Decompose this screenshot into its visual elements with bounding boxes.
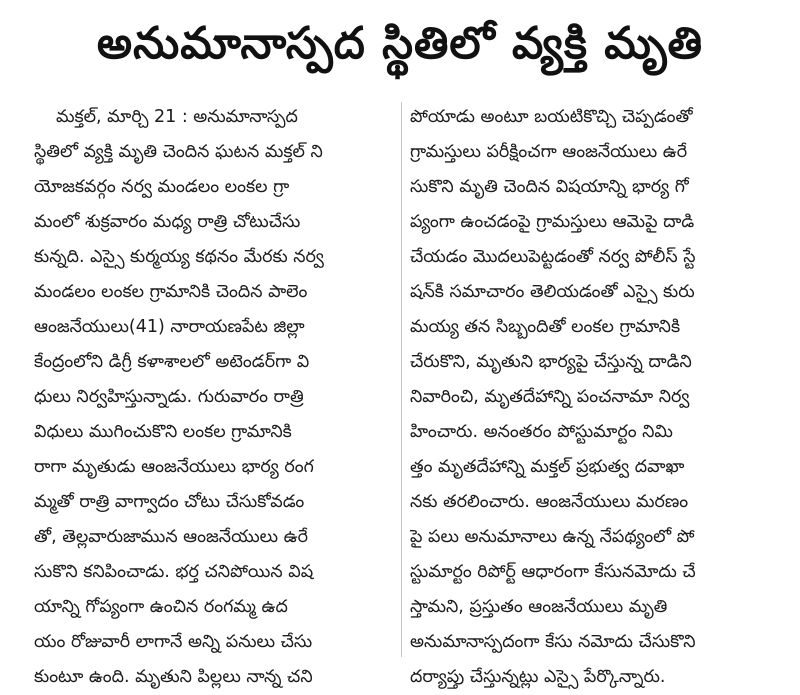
column-left-line: ధులు నిర్వహిస్తున్నాడు. గురువారం రాత్రి — [34, 387, 304, 407]
column-right-line: అనుమానాస్పదంగా కేసు నమోదు చేసుకొని — [410, 632, 696, 652]
column-left-line: స్థితిలో వ్యక్తి మృతి చెందిన ఘటన మక్తల్ ని — [34, 142, 323, 162]
article-column-left — [34, 100, 392, 687]
column-left-line: రాగా మృతుడు ఆంజనేయులు భార్య రంగ — [34, 457, 314, 477]
column-left-line: తో, తెల్లవారుజామున ఆంజనేయులు ఉరే — [34, 527, 309, 547]
column-right-line: గ్రామస్తులు పరీక్షించగా ఆంజనేయులు ఉరే — [410, 142, 688, 162]
column-right-line: దర్యాప్తు చేస్తున్నట్లు ఎస్సై పేర్కొన్నారు. — [410, 667, 666, 687]
column-left-line: మంలో శుక్రవారం మధ్య రాత్రి చోటుచేసు — [34, 212, 301, 232]
column-left-line: ఆంజనేయులు(41) నారాయణపేట జిల్లా — [34, 317, 305, 337]
article-column-right — [410, 100, 768, 687]
column-left-line: కున్నది. ఎస్సై కుర్మయ్య కథనం మేరకు నర్వ — [34, 247, 324, 267]
column-right-line: త్తం మృతదేహాన్ని మక్తల్ ప్రభుత్వ దవాఖా — [410, 457, 685, 477]
column-left-line: మక్తల్, మార్చి 21 : అనుమానాస్పద — [56, 107, 298, 127]
column-right-line: పై పలు అనుమానాలు ఉన్న నేపథ్యంలో పో — [410, 527, 695, 547]
column-right-line: షన్‌కి సమాచారం తెలియడంతో ఎస్సై కురు — [410, 282, 695, 302]
column-left-line: విధులు ముగించుకొని లంకల గ్రామానికి — [34, 422, 292, 442]
column-right-line: నకు తరలించారు. ఆంజనేయులు మరణం — [410, 492, 689, 512]
column-right-line: ప్యంగా ఉంచడంపై గ్రామస్తులు ఆమెపై దాడి — [410, 212, 695, 232]
column-right-line: నివారించి, మృతదేహాన్ని పంచనామా నిర్వ — [410, 387, 690, 407]
column-right-line: స్తామని, ప్రస్తుతం ఆంజనేయులు మృతి — [410, 597, 668, 617]
column-left-line: కేంద్రంలోని డిగ్రీ కళాశాలలో అటెండర్‌గా వి — [34, 352, 310, 372]
column-left-line: కుంటూ ఉంది. మృతుని పిల్లలు నాన్న చని — [34, 667, 313, 687]
column-left-line: యోజకవర్గం నర్వ మండలం లంకల గ్రా — [34, 177, 290, 197]
column-right-line: చేయడం మొదలుపెట్టడంతో నర్వ పోలీస్ స్టే — [410, 247, 696, 267]
column-left-line: సుకొని కనిపించాడు. భర్త చనిపోయిన విష — [34, 562, 314, 582]
column-right-line: స్టుమార్టం రిపోర్ట్ ఆధారంగా కేసునమోదు చే — [410, 562, 696, 582]
column-right-line: చేరుకొని, మృతుని భార్యపై చేస్తున్న దాడిని — [410, 352, 692, 372]
column-right-line: సుకొని మృతి చెందిన విషయాన్ని భార్య గో — [410, 177, 689, 197]
column-right-line: హించారు. అనంతరం పోస్టుమార్టం నిమి — [410, 422, 673, 442]
article-headline: అనుమానాస్పద స్థితిలో వ్యక్తి మృతి — [96, 18, 704, 69]
column-right-line: పోయాడు అంటూ బయటికొచ్చి చెప్పడంతో — [410, 107, 693, 127]
column-left-line: యం రోజువారీ లాగానే అన్ని పనులు చేసు — [34, 632, 313, 652]
column-left-line: యాన్ని గోప్యంగా ఉంచిన రంగమ్మ ఉద — [34, 597, 288, 617]
column-left-line: మ్మతో రాత్రి వాగ్వాదం చోటు చేసుకోవడం — [34, 492, 305, 512]
column-divider — [401, 102, 402, 657]
column-left-line: మండలం లంకల గ్రామానికి చెందిన పాలెం — [34, 282, 308, 302]
column-right-line: మయ్య తన సిబ్బందితో లంకల గ్రామానికి — [410, 317, 681, 337]
